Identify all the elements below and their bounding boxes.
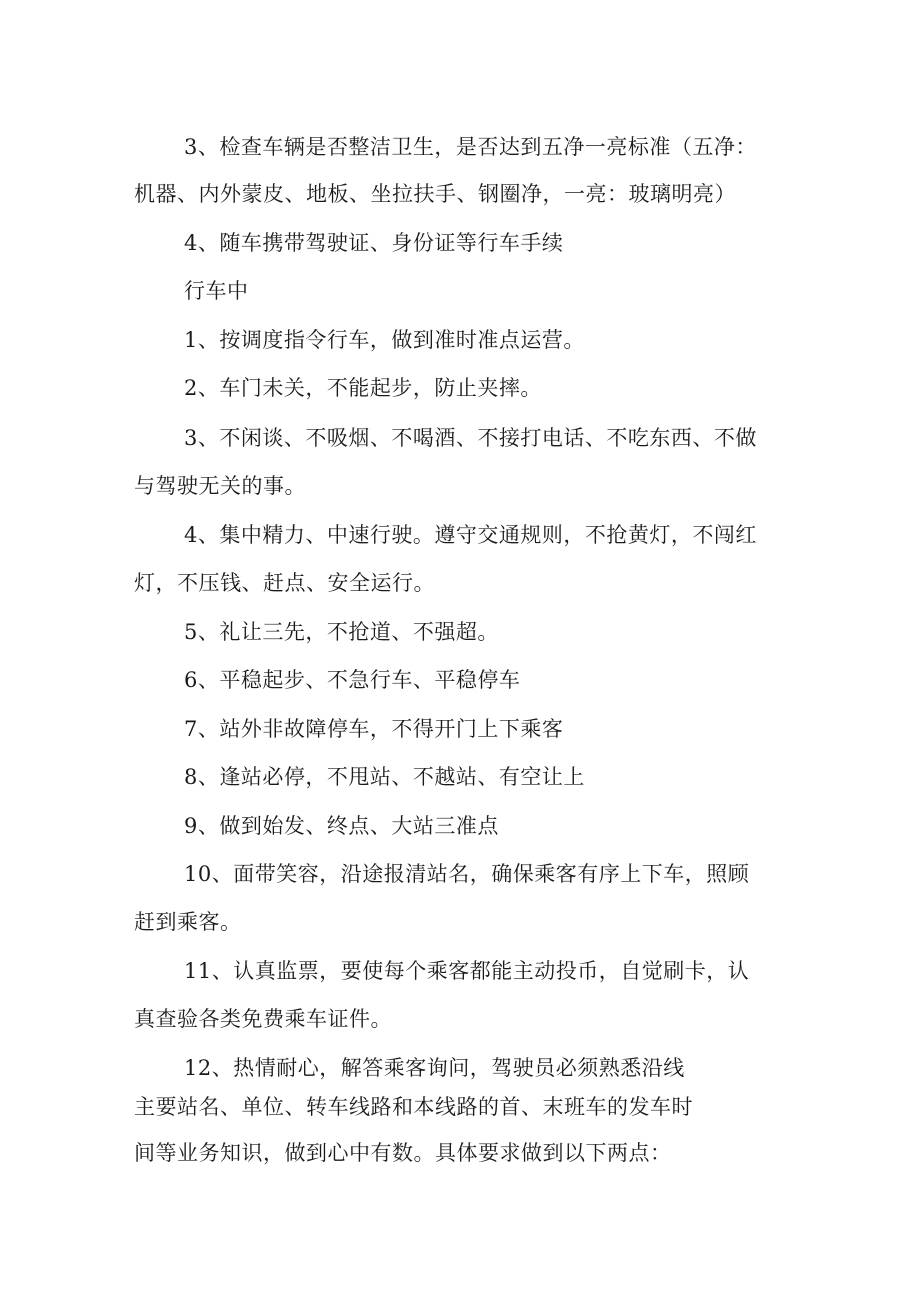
paragraph-line: 6、平稳起步、不急行车、平稳停车 xyxy=(184,668,521,692)
paragraph-line: 7、站外非故障停车，不得开门上下乘客 xyxy=(184,717,564,741)
paragraph-line: 8、逢站必停，不甩站、不越站、有空让上 xyxy=(184,765,585,789)
paragraph-line: 机器、内外蒙皮、地板、坐拉扶手、钢圈净，一亮：玻璃明亮） xyxy=(134,182,736,206)
paragraph-line: 10、面带笑容，沿途报清站名，确保乘客有序上下车，照顾 xyxy=(184,862,750,886)
paragraph-line: 12、热情耐心，解答乘客询问，驾驶员必须熟悉沿线 xyxy=(184,1056,685,1080)
paragraph-line: 与驾驶无关的事。 xyxy=(134,474,306,498)
paragraph-line: 4、集中精力、中速行驶。遵守交通规则，不抢黄灯，不闯红 xyxy=(184,523,757,547)
paragraph-line: 灯，不压钱、赶点、安全运行。 xyxy=(134,571,435,595)
paragraph-line: 5、礼让三先，不抢道、不强超。 xyxy=(184,620,499,644)
paragraph-line: 2、车门未关，不能起步，防止夹摔。 xyxy=(184,376,542,400)
paragraph-line: 真查验各类免费乘车证件。 xyxy=(134,1007,392,1031)
paragraph-line: 赶到乘客。 xyxy=(134,910,242,934)
paragraph-line: 11、认真监票，要使每个乘客都能主动投币，自觉刷卡，认 xyxy=(184,959,750,983)
paragraph-line: 主要站名、单位、转车线路和本线路的首、末班车的发车时 xyxy=(134,1095,693,1119)
paragraph-line: 1、按调度指令行车，做到准时准点运营。 xyxy=(184,328,585,352)
paragraph-line: 4、随车携带驾驶证、身份证等行车手续 xyxy=(184,231,564,255)
paragraph-line: 3、检查车辆是否整洁卫生，是否达到五净一亮标准（五净： xyxy=(184,135,757,159)
section-heading: 行车中 xyxy=(184,279,249,303)
paragraph-line: 3、不闲谈、不吸烟、不喝酒、不接打电话、不吃东西、不做 xyxy=(184,426,757,450)
paragraph-line: 间等业务知识，做到心中有数。具体要求做到以下两点： xyxy=(134,1141,672,1165)
paragraph-line: 9、做到始发、终点、大站三准点 xyxy=(184,814,499,838)
